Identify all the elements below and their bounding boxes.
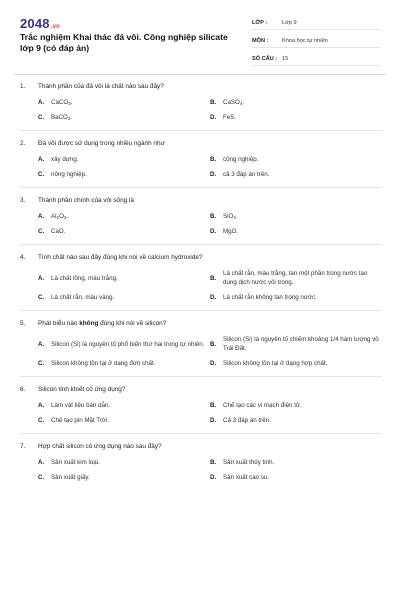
formula-subscript: 2: [233, 215, 236, 220]
question-7: [20, 442, 382, 490]
option-d[interactable]: [210, 473, 382, 482]
formula-subscript: 3: [63, 215, 67, 220]
option-text: công nghiệp.: [223, 156, 259, 163]
option-c[interactable]: [38, 170, 210, 179]
option-b[interactable]: [210, 212, 382, 221]
logo-suffix: .vn: [50, 24, 61, 30]
option-letter: D.: [210, 360, 217, 367]
option-letter: A.: [38, 459, 45, 466]
option-letter: B.: [210, 340, 217, 348]
option-text: [51, 113, 72, 122]
option-text: Sản xuất thủy tinh.: [223, 459, 275, 466]
option-letter: D.: [210, 171, 217, 178]
option-d[interactable]: [210, 416, 382, 425]
question-4: [20, 253, 382, 311]
option-d[interactable]: [210, 170, 382, 179]
question-number: 2.: [20, 140, 26, 147]
option-letter: B.: [210, 459, 217, 466]
option-d[interactable]: [210, 227, 382, 236]
question-text: Đá vôi được sử dụng trong nhiều ngành như: [38, 140, 165, 147]
option-text: [51, 212, 68, 221]
option-letter: A.: [38, 156, 45, 163]
formula-part: .: [235, 213, 238, 220]
option-a[interactable]: [38, 458, 210, 467]
option-letter: D.: [210, 294, 217, 301]
formula-part: .: [66, 213, 69, 220]
option-a[interactable]: [38, 401, 210, 410]
option-letter: D.: [210, 474, 217, 481]
option-b[interactable]: [210, 155, 382, 164]
question-list: [20, 82, 382, 498]
option-text: FeS.: [223, 114, 237, 121]
option-grid: [20, 269, 382, 302]
option-letter: A.: [38, 213, 45, 220]
formula-subscript: 3: [68, 101, 71, 106]
option-letter: B.: [210, 274, 217, 282]
option-c[interactable]: [38, 359, 210, 368]
option-c[interactable]: [38, 416, 210, 425]
question-header: [20, 319, 382, 328]
metadata-panel: [252, 16, 380, 70]
question-text: Thành phần của đá vôi là chất nào sau đây?: [38, 83, 164, 90]
option-letter: C.: [38, 294, 45, 301]
option-grid: [20, 98, 382, 122]
formula-part: CaCO: [51, 99, 69, 106]
option-a[interactable]: [38, 155, 210, 164]
meta-value: 15: [282, 55, 289, 62]
question-header: [20, 442, 382, 451]
option-letter: D.: [210, 228, 217, 235]
question-number: 5.: [20, 320, 26, 327]
question-1: [20, 82, 382, 131]
option-d[interactable]: [210, 359, 382, 368]
question-header: [20, 253, 382, 262]
option-text: cả 3 đáp án trên.: [223, 171, 270, 178]
question-number: 1.: [20, 83, 26, 90]
option-b[interactable]: [210, 335, 382, 353]
option-text: Cả 3 đáp án trên.: [223, 417, 271, 424]
option-a[interactable]: [38, 269, 210, 287]
site-logo[interactable]: [20, 16, 60, 31]
option-b[interactable]: [210, 269, 382, 287]
option-text: [51, 98, 73, 107]
option-text: Silicon không tồn tại ở dạng đơn chất.: [51, 360, 156, 367]
option-letter: B.: [210, 402, 217, 409]
option-text: Silicon (Si) là nguyên tố phổ biến thứ hai trong tự nhiên.: [51, 340, 205, 348]
option-d[interactable]: [210, 113, 382, 122]
option-b[interactable]: [210, 458, 382, 467]
meta-value: Khoa học tự nhiên: [282, 37, 328, 44]
option-letter: D.: [210, 417, 217, 424]
option-letter: C.: [38, 228, 45, 235]
question-header: [20, 82, 382, 91]
question-number: 4.: [20, 254, 26, 261]
option-text: Chế tạo pin Mặt Trời.: [51, 417, 110, 424]
option-text: xây dựng.: [51, 156, 79, 163]
option-text: Là chất rắn, màu vàng.: [51, 294, 115, 301]
option-c[interactable]: [38, 113, 210, 122]
question-text: [38, 319, 166, 328]
option-letter: A.: [38, 274, 45, 282]
document-header: [20, 12, 380, 74]
option-a[interactable]: [38, 335, 210, 353]
option-grid: [20, 335, 382, 368]
question-6: [20, 385, 382, 434]
option-letter: D.: [210, 114, 217, 121]
header-divider: [14, 74, 386, 75]
question-text-part: Phát biểu nào: [38, 320, 80, 327]
option-d[interactable]: [210, 293, 382, 302]
option-text: Làm vật liệu bán dẫn.: [51, 402, 111, 409]
question-text: Silicon tinh khiết có ứng dụng?: [38, 386, 126, 393]
formula-part: Al: [51, 213, 57, 220]
option-text: Sản xuất giấy.: [51, 474, 90, 481]
option-text: Sản xuất kim loại.: [51, 459, 100, 466]
option-grid: [20, 458, 382, 482]
option-c[interactable]: [38, 473, 210, 482]
meta-key: LỚP :: [252, 19, 268, 26]
option-c[interactable]: [38, 293, 210, 302]
option-b[interactable]: [210, 98, 382, 107]
question-header: [20, 196, 382, 205]
option-text: Silicon (Si) là nguyên tố chiếm khoảng 1/4 hàm lượng vỏ Trái Đất.: [223, 336, 379, 352]
option-grid: [20, 401, 382, 425]
meta-value: Lớp 9: [282, 19, 297, 26]
option-letter: B.: [210, 99, 217, 106]
option-text: CaO.: [51, 228, 66, 235]
meta-row-count: [252, 52, 380, 66]
meta-row-subject: [252, 34, 380, 48]
option-text: Chế tạo các vi mạch điện tử.: [223, 402, 302, 409]
option-letter: B.: [210, 156, 217, 163]
question-2: [20, 139, 382, 188]
question-number: 6.: [20, 386, 26, 393]
meta-key: MÔN :: [252, 37, 269, 44]
option-b[interactable]: [210, 401, 382, 410]
option-letter: C.: [38, 171, 45, 178]
question-text: Thành phần chính của vôi sống là: [38, 197, 134, 204]
meta-row-class: [252, 16, 380, 30]
formula-part: CaSO: [223, 99, 240, 106]
option-text: Là chất rắn không tan trong nước.: [223, 294, 317, 301]
meta-key: SỐ CÂU :: [252, 55, 278, 62]
option-letter: C.: [38, 114, 45, 121]
formula-part: .: [70, 114, 73, 121]
formula-subscript: 3: [67, 116, 71, 121]
option-letter: C.: [38, 360, 45, 367]
formula-part: O: [59, 213, 64, 220]
question-text-part: đúng khi nói về silicon?: [98, 320, 167, 327]
question-text-emphasis: không: [79, 320, 99, 327]
question-5: [20, 319, 382, 377]
option-a[interactable]: [38, 212, 210, 221]
option-letter: C.: [38, 474, 45, 481]
option-text: MgO.: [223, 228, 239, 235]
option-a[interactable]: [38, 98, 210, 107]
option-text: [223, 212, 238, 221]
option-letter: C.: [38, 417, 45, 424]
formula-part: .: [70, 99, 73, 106]
question-3: [20, 196, 382, 245]
formula-subscript: 4: [239, 101, 243, 106]
option-grid: [20, 212, 382, 236]
option-text: nông nghiệp.: [51, 171, 87, 178]
option-letter: A.: [38, 99, 45, 106]
document-title: Trắc nghiệm Khai thác đá vôi. Công nghiệp silicate lớp 9 (có đáp án): [20, 32, 228, 53]
option-text: Sản xuất cao su.: [223, 474, 270, 481]
question-text: Hợp chất silicon có ứng dụng nào sau đây?: [38, 443, 162, 450]
option-c[interactable]: [38, 227, 210, 236]
option-text: Là chất rắn, màu trắng, tan một phần trong nước tạo dung dịch nước vôi trong.: [223, 270, 368, 286]
question-text: Tính chất nào sau đây đúng khi nói về calcium hydroxide?: [38, 254, 203, 261]
option-grid: [20, 155, 382, 179]
formula-part: .: [242, 99, 245, 106]
option-letter: B.: [210, 213, 217, 220]
question-header: [20, 139, 382, 148]
option-text: Silicon không tồn tại ở dạng hợp chất.: [223, 360, 328, 367]
option-text: Là chất lỏng, màu trắng.: [51, 274, 118, 282]
question-header: [20, 385, 382, 394]
logo-main: 2048: [20, 16, 50, 31]
option-letter: A.: [38, 402, 45, 409]
question-number: 3.: [20, 197, 26, 204]
formula-subscript: 2: [56, 215, 60, 220]
formula-part: BaCO: [51, 114, 68, 121]
formula-part: SiO: [223, 213, 234, 220]
option-letter: A.: [38, 340, 45, 348]
question-number: 7.: [20, 443, 26, 450]
option-text: [223, 98, 244, 107]
